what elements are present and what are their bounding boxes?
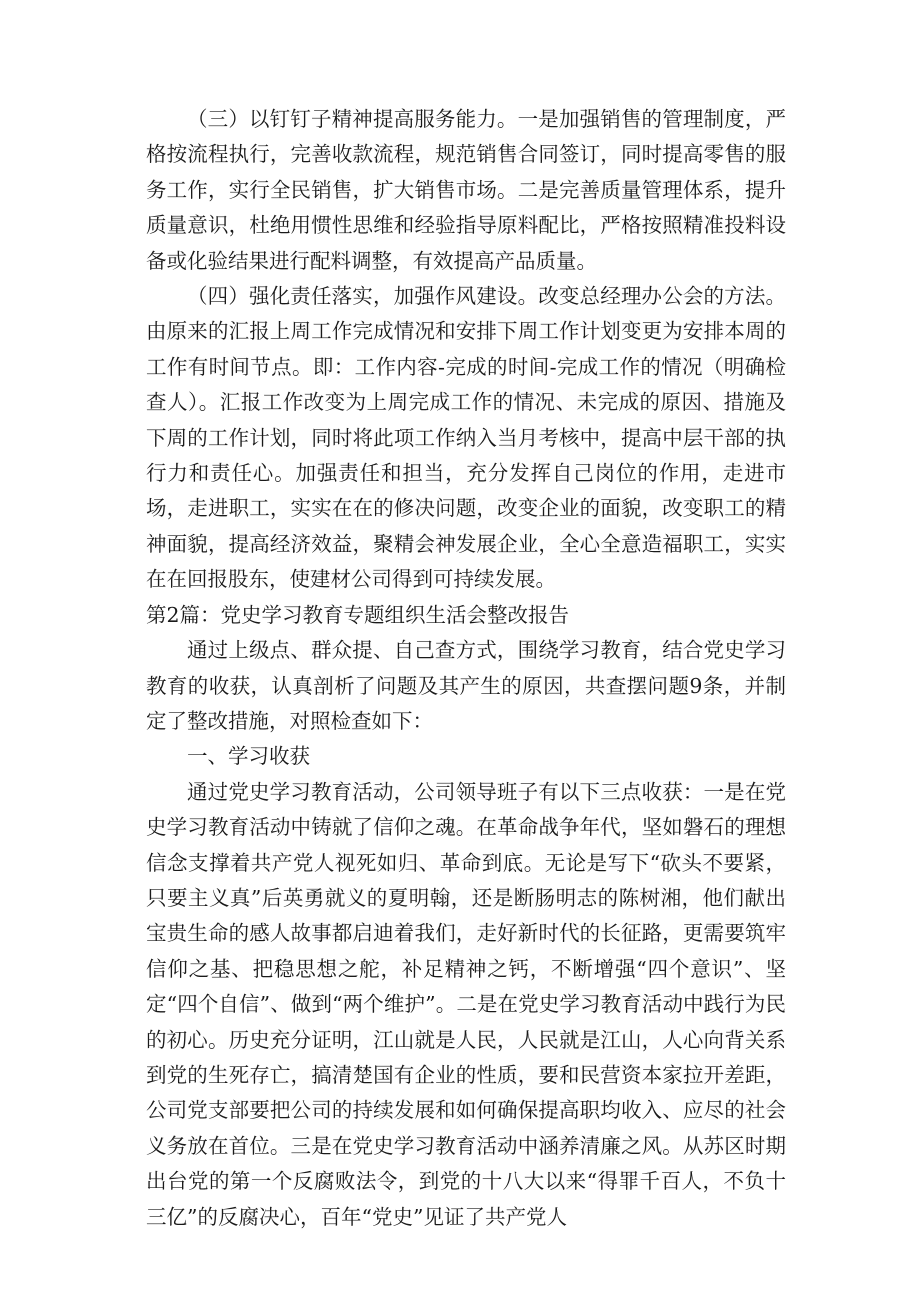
paragraph-learning-body: 通过党史学习教育活动，公司领导班子有以下三点收获：一是在党史学习教育活动中铸就了信仰之魂。在革命战争年代，坚如磐石的理想信念支撑着共产党人视死如归、革命到底。无论是写下“砍头不要紧，只要主义真”后英勇就义的夏明翰，还是断肠明志的陈树湘，他们献出宝贵生命的感人故事都启迪着我们，走好新时代的长征路，更需要筑牢信仰之基、把稳思想之舵，补足精神之钙，不断增强“四个意识”、坚定“四个自信”、做到“两个维护”。二是在党史学习教育活动中践行为民的初心。历史充分证明，江山就是人民，人民就是江山，人心向背关系到党的生死存亡，搞清楚国有企业的性质，要和民营资本家拉开差距，公司党支部要把公司的持续发展和如何确保提高职均收入、应尽的社会义务放在首位。三是在党史学习教育活动中涵养清廉之风。从苏区时期出台党的第一个反腐败法令，到党的十八大以来“得罪千百人，不负十三亿”的反腐决心，百年“党史”见证了共产党人 (146, 779, 786, 1229)
subheading-learning-gains: 一、学习收获 (187, 744, 310, 769)
document-body (146, 102, 786, 1235)
paragraph-service-capability: （三）以钉钉子精神提高服务能力。一是加强销售的管理制度，严格按流程执行，完善收款流程，规范销售合同签订，同时提高零售的服务工作，实行全民销售，扩大销售市场。二是完善质量管理体系，提升质量意识，杜绝用惯性思维和经验指导原料配比，严格按照精准投料设备或化验结果进行配料调整，有效提高产品质量。 (146, 107, 786, 273)
paragraph-intro: 通过上级点、群众提、自己查方式，围绕学习教育，结合党史学习教育的收获，认真剖析了问题及其产生的原因，共查摆问题9条，并制定了整改措施，对照检查如下： (146, 638, 786, 733)
section-title: 第2篇：党史学习教育专题组织生活会整改报告 (146, 602, 570, 627)
paragraph-responsibility: （四）强化责任落实，加强作风建设。改变总经理办公会的方法。由原来的汇报上周工作完成情况和安排下周工作计划变更为安排本周的工作有时间节点。即：工作内容-完成的时间-完成工作的情况（明确检查人）。汇报工作改变为上周完成工作的情况、未完成的原因、措施及下周的工作计划，同时将此项工作纳入当月考核中，提高中层干部的执行力和责任心。加强责任和担当，充分发挥自己岗位的作用，走进市场，走进职工，实实在在的修决问题，改变企业的面貌，改变职工的精神面貌，提高经济效益，聚精会神发展企业，全心全意造福职工，实实在在回报股东，使建材公司得到可持续发展。 (146, 284, 786, 592)
